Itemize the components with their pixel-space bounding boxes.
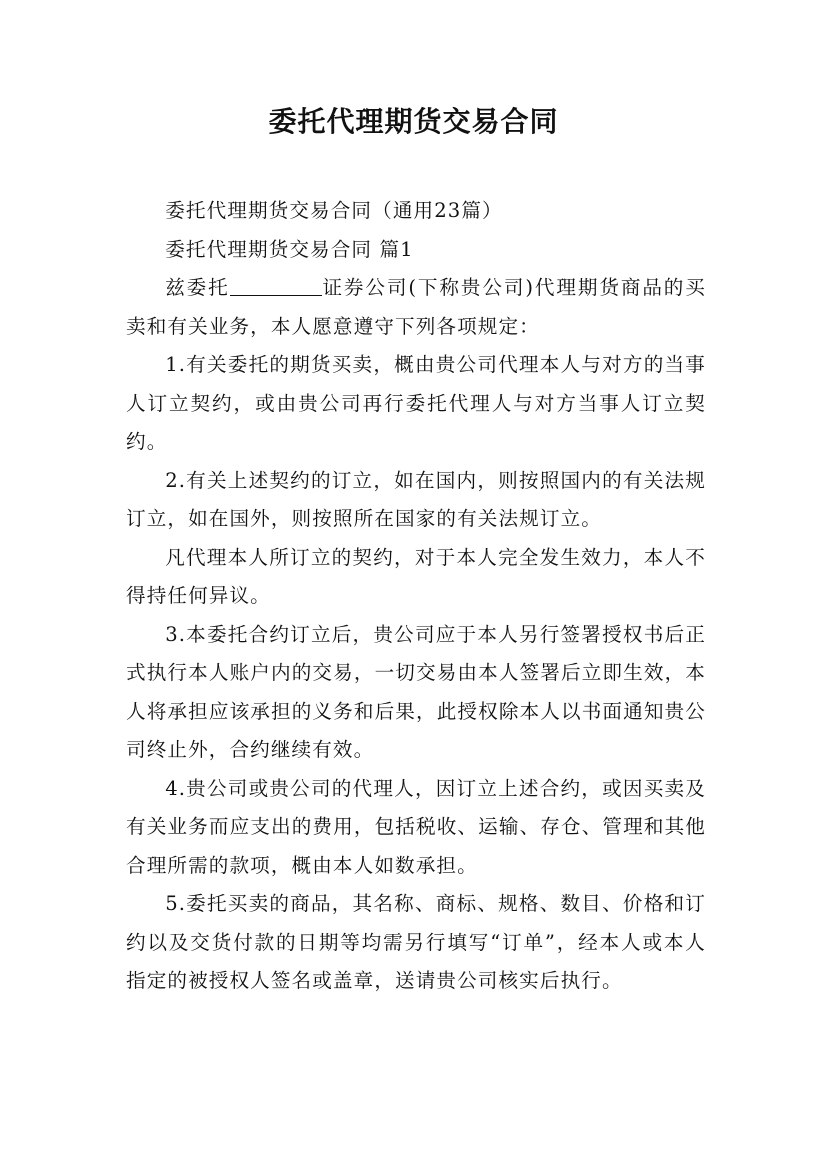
intro-text-after-blank: 证券公司(下称贵公司)代理期货商品的买卖和有关业务，本人愿意遵守下列各项规定： [126,276,706,338]
clause-1-paragraph: 1.有关委托的期货买卖，概由贵公司代理本人与对方的当事人订立契约，或由贵公司再行委托代理人与对方当事人订立契约。 [126,353,706,453]
clause-4-paragraph: 4.贵公司或贵公司的代理人，因订立上述合约，或因买卖及有关业务而应支出的费用，包括税收、运输、存仓、管理和其他合理所需的款项，概由本人如数承担。 [126,776,706,877]
section-heading: 委托代理期货交易合同 篇1 [165,237,414,261]
subtitle-paragraph: 委托代理期货交易合同（通用23篇） [165,199,503,222]
intro-text-before-blank: 兹委托 [165,276,230,299]
clause-5-paragraph: 5.委托买卖的商品，其名称、商标、规格、数目、价格和订约以及交货付款的日期等均需另行填写“订单”，经本人或本人指定的被授权人签名或盖章，送请贵公司核实后执行。 [126,892,706,992]
document-body [126,192,706,1001]
intro-paragraph [126,269,706,346]
validity-paragraph: 凡代理本人所订立的契约，对于本人完全发生效力，本人不得持任何异议。 [126,545,706,607]
fill-in-blank-line [230,275,322,296]
document-title: 委托代理期货交易合同 [268,105,559,138]
clause-3-paragraph: 3.本委托合约订立后，贵公司应于本人另行签署授权书后正式执行本人账户内的交易，一切交易由本人签署后立即生效，本人将承担应该承担的义务和后果，此授权除本人以书面通知贵公司终止外，合约继续有效。 [126,622,706,761]
clause-2-paragraph: 2.有关上述契约的订立，如在国内，则按照国内的有关法规订立，如在国外，则按照所在国家的有关法规订立。 [126,468,706,530]
